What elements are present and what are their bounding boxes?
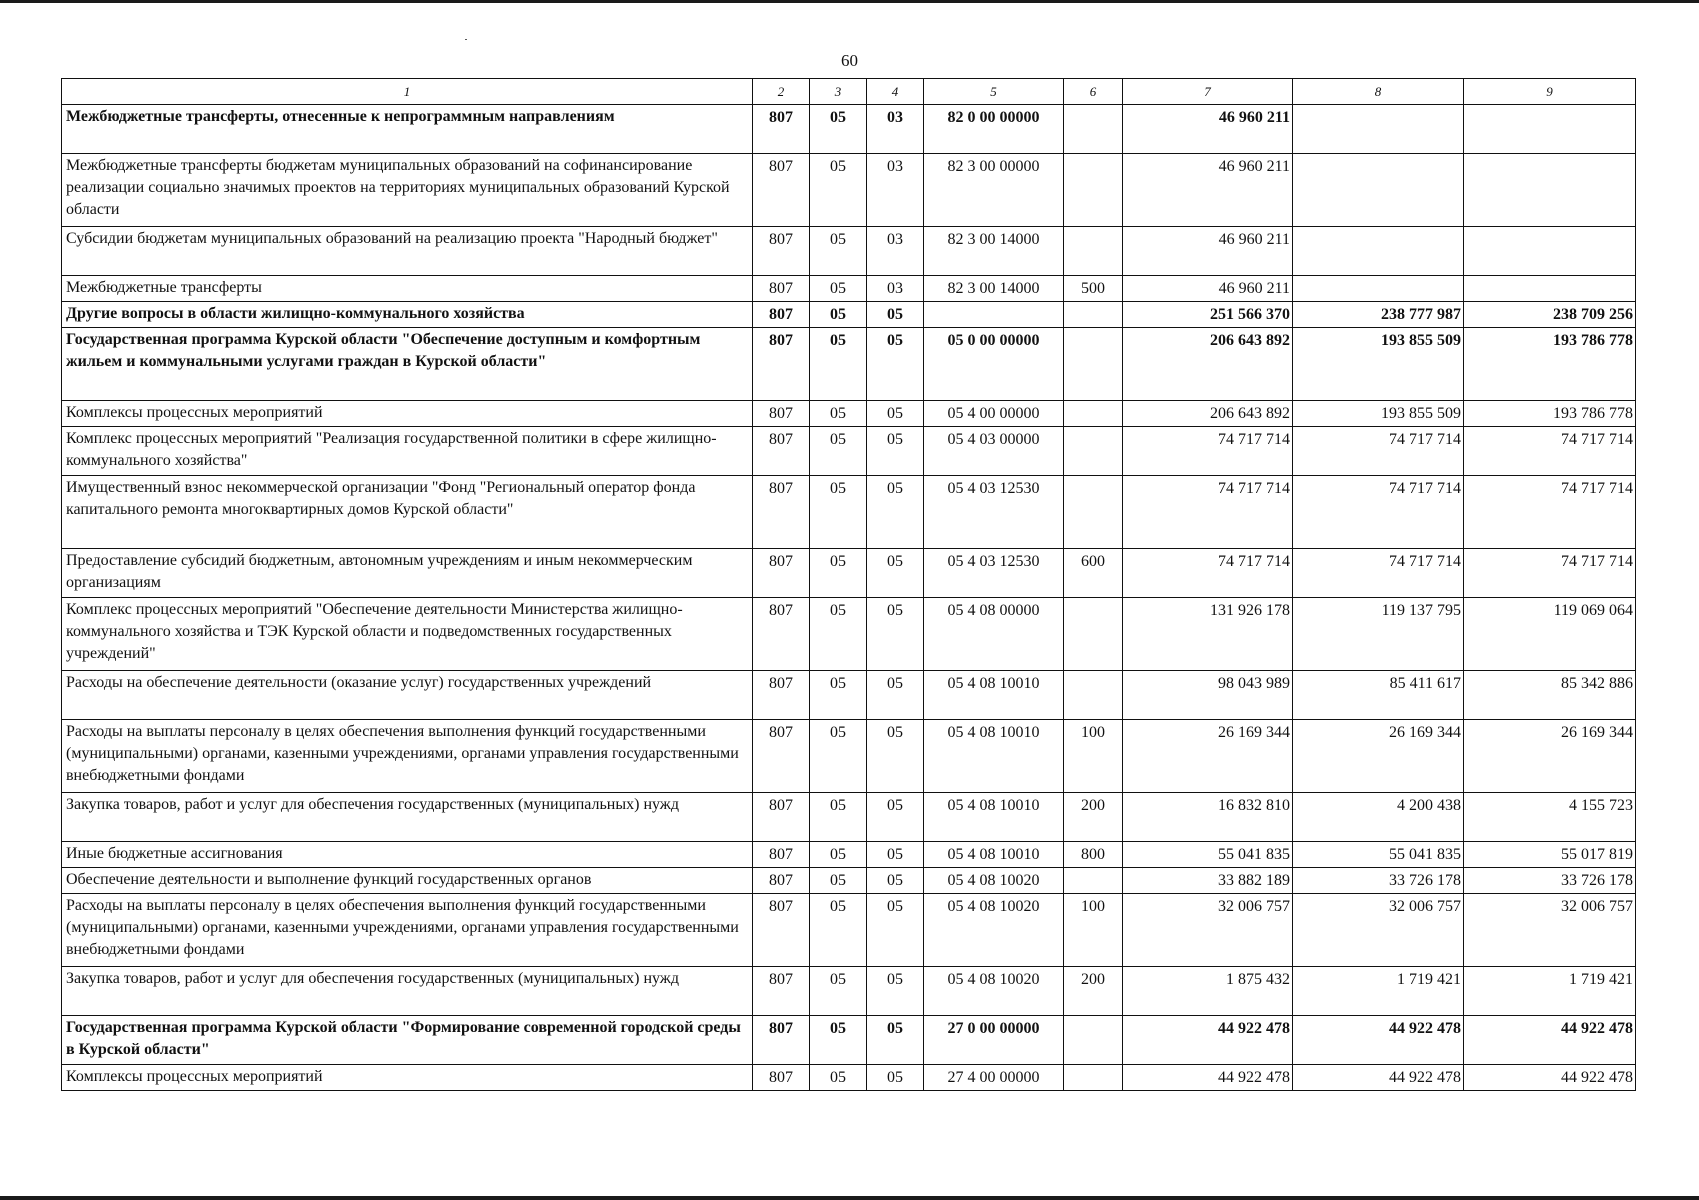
target-article-code: 05 4 08 10010 [924,793,1064,842]
ministry-code: 807 [753,842,810,868]
ministry-code: 807 [753,105,810,154]
amount-col-7: 46 960 211 [1123,154,1293,227]
item-name: Межбюджетные трансферты, отнесенные к непрограммным направлениям [62,105,753,154]
amount-col-8: 238 777 987 [1293,302,1464,328]
table-row [62,227,1636,276]
scan-edge-bottom [0,1196,1699,1200]
table-body [62,79,1636,1091]
amount-col-7: 26 169 344 [1123,720,1293,793]
table-row [62,868,1636,894]
column-number: 7 [1123,79,1293,105]
amount-col-7: 74 717 714 [1123,549,1293,598]
section-code: 05 [810,598,867,671]
subsection-code: 05 [867,328,924,401]
item-name: Расходы на обеспечение деятельности (оказание услуг) государственных учреждений [62,671,753,720]
amount-col-9: 44 922 478 [1464,1016,1636,1065]
item-name: Государственная программа Курской области "Формирование современной городской среды в Курской области" [62,1016,753,1065]
column-number: 9 [1464,79,1636,105]
section-code: 05 [810,1065,867,1091]
expense-type-code [1064,401,1123,427]
amount-col-9: 238 709 256 [1464,302,1636,328]
table-row [62,328,1636,401]
budget-table [61,78,1636,1091]
table-row [62,1016,1636,1065]
subsection-code: 03 [867,276,924,302]
item-name: Комплекс процессных мероприятий "Реализация государственной политики в сфере жилищно-коммунального хозяйства" [62,427,753,476]
amount-col-9: 85 342 886 [1464,671,1636,720]
item-name: Расходы на выплаты персоналу в целях обеспечения выполнения функций государственными (муниципальными) органами, казенными учреждениями, органами управления государственными внебюджетными фондами [62,894,753,967]
section-code: 05 [810,894,867,967]
table-row [62,105,1636,154]
expense-type-code [1064,598,1123,671]
section-code: 05 [810,427,867,476]
amount-col-9: 1 719 421 [1464,967,1636,1016]
table-row [62,427,1636,476]
subsection-code: 05 [867,868,924,894]
item-name: Субсидии бюджетам муниципальных образований на реализацию проекта "Народный бюджет" [62,227,753,276]
item-name: Другие вопросы в области жилищно-коммунального хозяйства [62,302,753,328]
section-code: 05 [810,227,867,276]
section-code: 05 [810,868,867,894]
ministry-code: 807 [753,154,810,227]
ministry-code: 807 [753,427,810,476]
item-name: Предоставление субсидий бюджетным, автономным учреждениям и иным некоммерческим организациям [62,549,753,598]
amount-col-9: 119 069 064 [1464,598,1636,671]
page-number: 60 [841,51,858,70]
amount-col-8: 44 922 478 [1293,1016,1464,1065]
subsection-code: 05 [867,302,924,328]
scan-speck [465,39,467,40]
ministry-code: 807 [753,328,810,401]
item-name: Обеспечение деятельности и выполнение функций государственных органов [62,868,753,894]
section-code: 05 [810,476,867,549]
target-article-code: 82 0 00 00000 [924,105,1064,154]
expense-type-code [1064,227,1123,276]
expense-type-code: 100 [1064,720,1123,793]
expense-type-code [1064,105,1123,154]
subsection-code: 03 [867,105,924,154]
table-row [62,894,1636,967]
section-code: 05 [810,842,867,868]
amount-col-8: 1 719 421 [1293,967,1464,1016]
item-name: Комплексы процессных мероприятий [62,401,753,427]
amount-col-8: 74 717 714 [1293,476,1464,549]
target-article-code: 82 3 00 00000 [924,154,1064,227]
ministry-code: 807 [753,868,810,894]
amount-col-7: 206 643 892 [1123,328,1293,401]
table-row [62,401,1636,427]
item-name: Расходы на выплаты персоналу в целях обеспечения выполнения функций государственными (муниципальными) органами, казенными учреждениями, органами управления государственными внебюджетными фондами [62,720,753,793]
target-article-code: 05 4 08 00000 [924,598,1064,671]
ministry-code: 807 [753,793,810,842]
amount-col-9 [1464,227,1636,276]
amount-col-7: 46 960 211 [1123,276,1293,302]
amount-col-8: 26 169 344 [1293,720,1464,793]
subsection-code: 05 [867,427,924,476]
section-code: 05 [810,967,867,1016]
item-name: Государственная программа Курской области "Обеспечение доступным и комфортным жильем и коммунальными услугами граждан в Курской области" [62,328,753,401]
section-code: 05 [810,328,867,401]
subsection-code: 05 [867,598,924,671]
table-row [62,476,1636,549]
expense-type-code [1064,328,1123,401]
amount-col-8: 74 717 714 [1293,549,1464,598]
target-article-code: 82 3 00 14000 [924,276,1064,302]
section-code: 05 [810,302,867,328]
subsection-code: 05 [867,1065,924,1091]
amount-col-7: 206 643 892 [1123,401,1293,427]
ministry-code: 807 [753,720,810,793]
item-name: Межбюджетные трансферты бюджетам муниципальных образований на софинансирование реализации социально значимых проектов на территориях муниципальных образований Курской области [62,154,753,227]
amount-col-7: 1 875 432 [1123,967,1293,1016]
ministry-code: 807 [753,598,810,671]
amount-col-9 [1464,276,1636,302]
subsection-code: 05 [867,842,924,868]
expense-type-code: 200 [1064,967,1123,1016]
amount-col-8 [1293,276,1464,302]
item-name: Имущественный взнос некоммерческой организации "Фонд "Региональный оператор фонда капитального ремонта многоквартирных домов Курской области" [62,476,753,549]
amount-col-8: 33 726 178 [1293,868,1464,894]
amount-col-7: 74 717 714 [1123,476,1293,549]
item-name: Комплексы процессных мероприятий [62,1065,753,1091]
target-article-code: 05 4 08 10010 [924,842,1064,868]
table-row [62,1065,1636,1091]
target-article-code: 05 4 03 12530 [924,549,1064,598]
section-code: 05 [810,154,867,227]
amount-col-7: 74 717 714 [1123,427,1293,476]
target-article-code: 05 4 08 10020 [924,967,1064,1016]
expense-type-code [1064,154,1123,227]
column-number-row [62,79,1636,105]
amount-col-9: 33 726 178 [1464,868,1636,894]
amount-col-8 [1293,105,1464,154]
table-row [62,967,1636,1016]
table-row [62,154,1636,227]
table-row [62,549,1636,598]
table-row [62,276,1636,302]
section-code: 05 [810,549,867,598]
amount-col-7: 32 006 757 [1123,894,1293,967]
amount-col-8 [1293,154,1464,227]
target-article-code: 05 4 08 10010 [924,671,1064,720]
target-article-code: 05 4 08 10020 [924,868,1064,894]
amount-col-7: 251 566 370 [1123,302,1293,328]
target-article-code: 05 4 03 12530 [924,476,1064,549]
ministry-code: 807 [753,1016,810,1065]
amount-col-9: 4 155 723 [1464,793,1636,842]
expense-type-code [1064,427,1123,476]
expense-type-code [1064,1016,1123,1065]
item-name: Закупка товаров, работ и услуг для обеспечения государственных (муниципальных) нужд [62,967,753,1016]
subsection-code: 05 [867,401,924,427]
amount-col-7: 131 926 178 [1123,598,1293,671]
subsection-code: 03 [867,154,924,227]
target-article-code: 05 4 08 10020 [924,894,1064,967]
ministry-code: 807 [753,302,810,328]
target-article-code: 05 0 00 00000 [924,328,1064,401]
expense-type-code: 800 [1064,842,1123,868]
target-article-code: 05 4 08 10010 [924,720,1064,793]
subsection-code: 05 [867,476,924,549]
amount-col-9: 44 922 478 [1464,1065,1636,1091]
expense-type-code [1064,868,1123,894]
amount-col-9: 32 006 757 [1464,894,1636,967]
amount-col-9 [1464,154,1636,227]
column-number: 3 [810,79,867,105]
section-code: 05 [810,671,867,720]
amount-col-8: 55 041 835 [1293,842,1464,868]
amount-col-9: 74 717 714 [1464,427,1636,476]
amount-col-7: 46 960 211 [1123,105,1293,154]
table-row [62,671,1636,720]
scan-edge-top [0,0,1699,3]
section-code: 05 [810,793,867,842]
subsection-code: 05 [867,967,924,1016]
section-code: 05 [810,401,867,427]
amount-col-8: 193 855 509 [1293,328,1464,401]
ministry-code: 807 [753,549,810,598]
ministry-code: 807 [753,671,810,720]
amount-col-8: 4 200 438 [1293,793,1464,842]
expense-type-code: 200 [1064,793,1123,842]
section-code: 05 [810,276,867,302]
amount-col-8: 85 411 617 [1293,671,1464,720]
amount-col-7: 44 922 478 [1123,1065,1293,1091]
subsection-code: 05 [867,549,924,598]
target-article-code: 05 4 00 00000 [924,401,1064,427]
expense-type-code: 600 [1064,549,1123,598]
ministry-code: 807 [753,227,810,276]
ministry-code: 807 [753,401,810,427]
amount-col-7: 98 043 989 [1123,671,1293,720]
column-number: 8 [1293,79,1464,105]
item-name: Комплекс процессных мероприятий "Обеспечение деятельности Министерства жилищно-коммунального хозяйства и ТЭК Курской области и подведомственных государственных учреждений" [62,598,753,671]
ministry-code: 807 [753,894,810,967]
target-article-code: 27 0 00 00000 [924,1016,1064,1065]
ministry-code: 807 [753,1065,810,1091]
item-name: Межбюджетные трансферты [62,276,753,302]
column-number: 6 [1064,79,1123,105]
expense-type-code: 100 [1064,894,1123,967]
subsection-code: 05 [867,793,924,842]
amount-col-9 [1464,105,1636,154]
ministry-code: 807 [753,476,810,549]
amount-col-8: 119 137 795 [1293,598,1464,671]
expense-type-code [1064,1065,1123,1091]
ministry-code: 807 [753,967,810,1016]
table-row [62,842,1636,868]
subsection-code: 05 [867,1016,924,1065]
amount-col-7: 55 041 835 [1123,842,1293,868]
target-article-code: 05 4 03 00000 [924,427,1064,476]
column-number: 1 [62,79,753,105]
column-number: 4 [867,79,924,105]
section-code: 05 [810,105,867,154]
expense-type-code [1064,476,1123,549]
expense-type-code [1064,302,1123,328]
subsection-code: 05 [867,894,924,967]
column-number: 5 [924,79,1064,105]
section-code: 05 [810,1016,867,1065]
table-row [62,793,1636,842]
target-article-code: 27 4 00 00000 [924,1065,1064,1091]
item-name: Закупка товаров, работ и услуг для обеспечения государственных (муниципальных) нужд [62,793,753,842]
subsection-code: 05 [867,671,924,720]
amount-col-7: 33 882 189 [1123,868,1293,894]
amount-col-9: 193 786 778 [1464,328,1636,401]
amount-col-8: 74 717 714 [1293,427,1464,476]
amount-col-8: 44 922 478 [1293,1065,1464,1091]
amount-col-8: 32 006 757 [1293,894,1464,967]
ministry-code: 807 [753,276,810,302]
amount-col-7: 44 922 478 [1123,1016,1293,1065]
amount-col-9: 193 786 778 [1464,401,1636,427]
subsection-code: 03 [867,227,924,276]
amount-col-9: 74 717 714 [1464,476,1636,549]
table-row [62,720,1636,793]
amount-col-7: 16 832 810 [1123,793,1293,842]
table-row [62,598,1636,671]
amount-col-9: 74 717 714 [1464,549,1636,598]
target-article-code: 82 3 00 14000 [924,227,1064,276]
expense-type-code [1064,671,1123,720]
table-row [62,302,1636,328]
amount-col-7: 46 960 211 [1123,227,1293,276]
section-code: 05 [810,720,867,793]
column-number: 2 [753,79,810,105]
amount-col-9: 26 169 344 [1464,720,1636,793]
amount-col-8 [1293,227,1464,276]
amount-col-9: 55 017 819 [1464,842,1636,868]
item-name: Иные бюджетные ассигнования [62,842,753,868]
expense-type-code: 500 [1064,276,1123,302]
amount-col-8: 193 855 509 [1293,401,1464,427]
target-article-code [924,302,1064,328]
subsection-code: 05 [867,720,924,793]
